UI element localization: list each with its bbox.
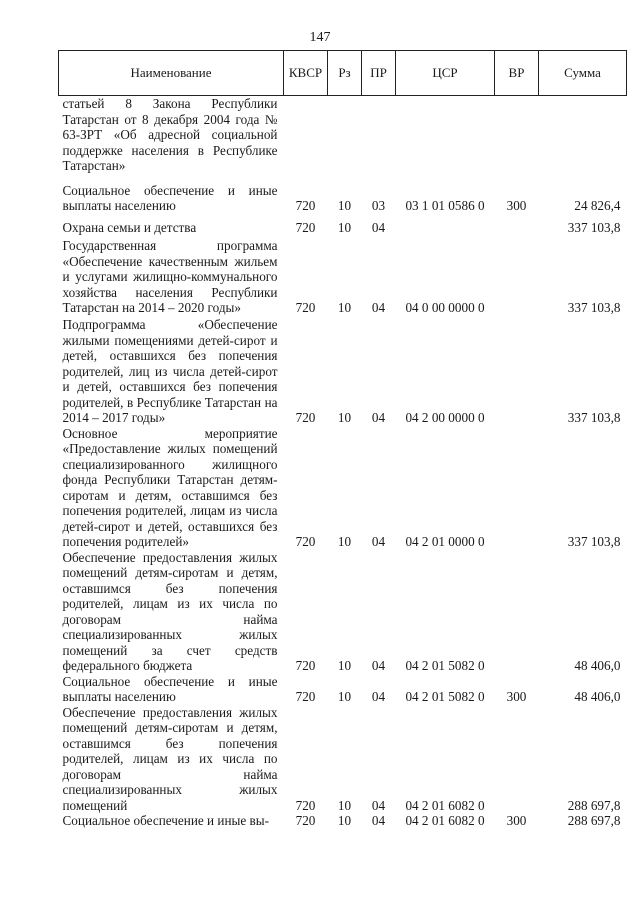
row-name-cell: Социальное обеспечение и иные выплаты населению bbox=[62, 182, 278, 213]
row-pr-cell: 04 bbox=[371, 797, 386, 813]
row-kvsr-cell: 720 bbox=[295, 300, 316, 315]
row-csr-cell: 04 2 01 5082 0 bbox=[405, 658, 485, 673]
row-pr-cell: 04 bbox=[371, 300, 386, 315]
row-kvsr-cell: 720 bbox=[295, 198, 316, 213]
row-pr-cell: 04 bbox=[371, 534, 386, 549]
table-row bbox=[59, 316, 627, 426]
row-rz-cell: 10 bbox=[337, 198, 352, 213]
row-kvsr-cell: 720 bbox=[295, 797, 316, 813]
row-sum-cell: 24 826,4 bbox=[574, 198, 621, 213]
row-sum-cell: 48 406,0 bbox=[574, 658, 621, 673]
row-csr-cell: 04 2 00 0000 0 bbox=[405, 410, 485, 425]
row-sum-cell: 337 103,8 bbox=[567, 534, 621, 549]
row-pr-cell: 04 bbox=[371, 689, 386, 704]
row-name-cell: Основное мероприятие «Предоставление жилых помещений специализированного жилищного фонда Республики Татарстан детям-сиротам и детям, оставшимся без попечения родителей, лицам из числа детей-сирот и детей, оставшихся без попечения родителей» bbox=[62, 425, 278, 549]
row-name-cell: Охрана семьи и детства bbox=[62, 220, 197, 235]
row-rz-cell: 10 bbox=[337, 220, 352, 235]
row-kvsr-cell: 720 bbox=[295, 813, 316, 828]
header-vr: ВР bbox=[495, 51, 539, 96]
row-csr-cell: 04 2 01 5082 0 bbox=[405, 689, 485, 704]
row-sum-cell: 337 103,8 bbox=[567, 300, 621, 315]
row-vr-cell bbox=[495, 214, 539, 236]
row-csr-cell bbox=[396, 96, 495, 174]
row-sum-cell bbox=[539, 96, 627, 174]
row-vr-cell bbox=[495, 316, 539, 426]
table-row bbox=[59, 674, 627, 705]
header-pr: ПР bbox=[362, 51, 396, 96]
header-sum: Сумма bbox=[539, 51, 627, 96]
row-sum-cell: 337 103,8 bbox=[567, 220, 621, 235]
row-rz-cell: 10 bbox=[337, 813, 352, 828]
row-pr-cell: 04 bbox=[371, 410, 386, 425]
row-rz-cell: 10 bbox=[337, 658, 352, 673]
table-header-row bbox=[59, 51, 627, 96]
row-csr-cell: 04 2 01 6082 0 bbox=[405, 813, 485, 828]
row-rz-cell: 10 bbox=[337, 300, 352, 315]
row-vr-cell bbox=[495, 550, 539, 674]
table-row bbox=[59, 705, 627, 814]
row-name-cell: Обеспечение предоставления жилых помещений детям-сиротам и детям, оставшимся без попечения родителей, лицам из их числа по договорам найма специализированных жилых помещений за счет средств федерального бюджета bbox=[62, 549, 278, 673]
row-pr-cell: 03 bbox=[371, 198, 386, 213]
row-vr-cell bbox=[495, 426, 539, 550]
row-name-cell: Государственная программа «Обеспечение качественным жильем и услугами жилищно-коммунального хозяйства населения Республики Татарстан на 2014 – 2020 годы» bbox=[62, 238, 278, 315]
row-sum-cell: 288 697,8 bbox=[567, 813, 621, 828]
row-kvsr-cell: 720 bbox=[295, 658, 316, 673]
row-sum-cell: 337 103,8 bbox=[567, 410, 621, 425]
row-vr-cell: 300 bbox=[506, 689, 527, 704]
row-rz-cell: 10 bbox=[337, 689, 352, 704]
row-csr-cell bbox=[396, 214, 495, 236]
table-row bbox=[59, 813, 627, 843]
row-name-cell: Обеспечение предоставления жилых помещений детям-сиротам и детям, оставшимся без попечения родителей, лицам из их числа по договорам найма специализированных жилых помещений bbox=[62, 704, 278, 813]
row-name-cell: Социальное обеспечение и иные выплаты населению bbox=[62, 673, 278, 704]
row-rz-cell: 10 bbox=[337, 534, 352, 549]
row-kvsr-cell: 720 bbox=[295, 534, 316, 549]
row-vr-cell bbox=[495, 96, 539, 174]
row-name-cell: Социальное обеспечение и иные вы- bbox=[62, 813, 269, 828]
row-rz-cell bbox=[328, 96, 362, 174]
table-row bbox=[59, 214, 627, 236]
row-csr-cell: 03 1 01 0586 0 bbox=[405, 198, 485, 213]
row-kvsr-cell: 720 bbox=[295, 410, 316, 425]
row-pr-cell: 04 bbox=[371, 220, 386, 235]
row-name-cell: Подпрограмма «Обеспечение жилыми помещениями детей-сирот и детей, оставшихся без попечения родителей, лиц из числа детей-сирот и детей, оставшихся без попечения родителей, в Республике Татарстан на 2014 – 2017 годы» bbox=[62, 317, 278, 425]
table-row bbox=[59, 236, 627, 316]
header-csr: ЦСР bbox=[396, 51, 495, 96]
row-csr-cell: 04 2 01 0000 0 bbox=[405, 534, 485, 549]
row-sum-cell: 48 406,0 bbox=[574, 689, 621, 704]
row-vr-cell bbox=[495, 236, 539, 316]
row-vr-cell: 300 bbox=[506, 198, 527, 213]
page-number: 147 bbox=[309, 30, 331, 45]
row-vr-cell bbox=[495, 705, 539, 814]
row-pr-cell bbox=[362, 96, 396, 174]
header-rz: Рз bbox=[328, 51, 362, 96]
table-row bbox=[59, 174, 627, 214]
row-pr-cell: 04 bbox=[371, 813, 386, 828]
row-vr-cell: 300 bbox=[506, 813, 527, 828]
header-name: Наименование bbox=[59, 51, 284, 96]
table-row bbox=[59, 550, 627, 674]
budget-table bbox=[58, 50, 627, 843]
table-row bbox=[59, 96, 627, 174]
row-sum-cell: 288 697,8 bbox=[567, 797, 621, 813]
row-kvsr-cell: 720 bbox=[295, 220, 316, 235]
row-csr-cell: 04 2 01 6082 0 bbox=[405, 797, 485, 813]
row-kvsr-cell: 720 bbox=[295, 689, 316, 704]
row-rz-cell: 10 bbox=[337, 797, 352, 813]
row-csr-cell: 04 0 00 0000 0 bbox=[405, 300, 485, 315]
row-pr-cell: 04 bbox=[371, 658, 386, 673]
header-kvsr: КВСР bbox=[284, 51, 328, 96]
row-rz-cell: 10 bbox=[337, 410, 352, 425]
row-kvsr-cell bbox=[284, 96, 328, 174]
table-row bbox=[59, 426, 627, 550]
row-name-cell: статьей 8 Закона Республики Татарстан от 8 декабря 2004 года № 63-ЗРТ «Об адресной социальной поддержке населения в Республике Татарстан» bbox=[62, 96, 278, 173]
